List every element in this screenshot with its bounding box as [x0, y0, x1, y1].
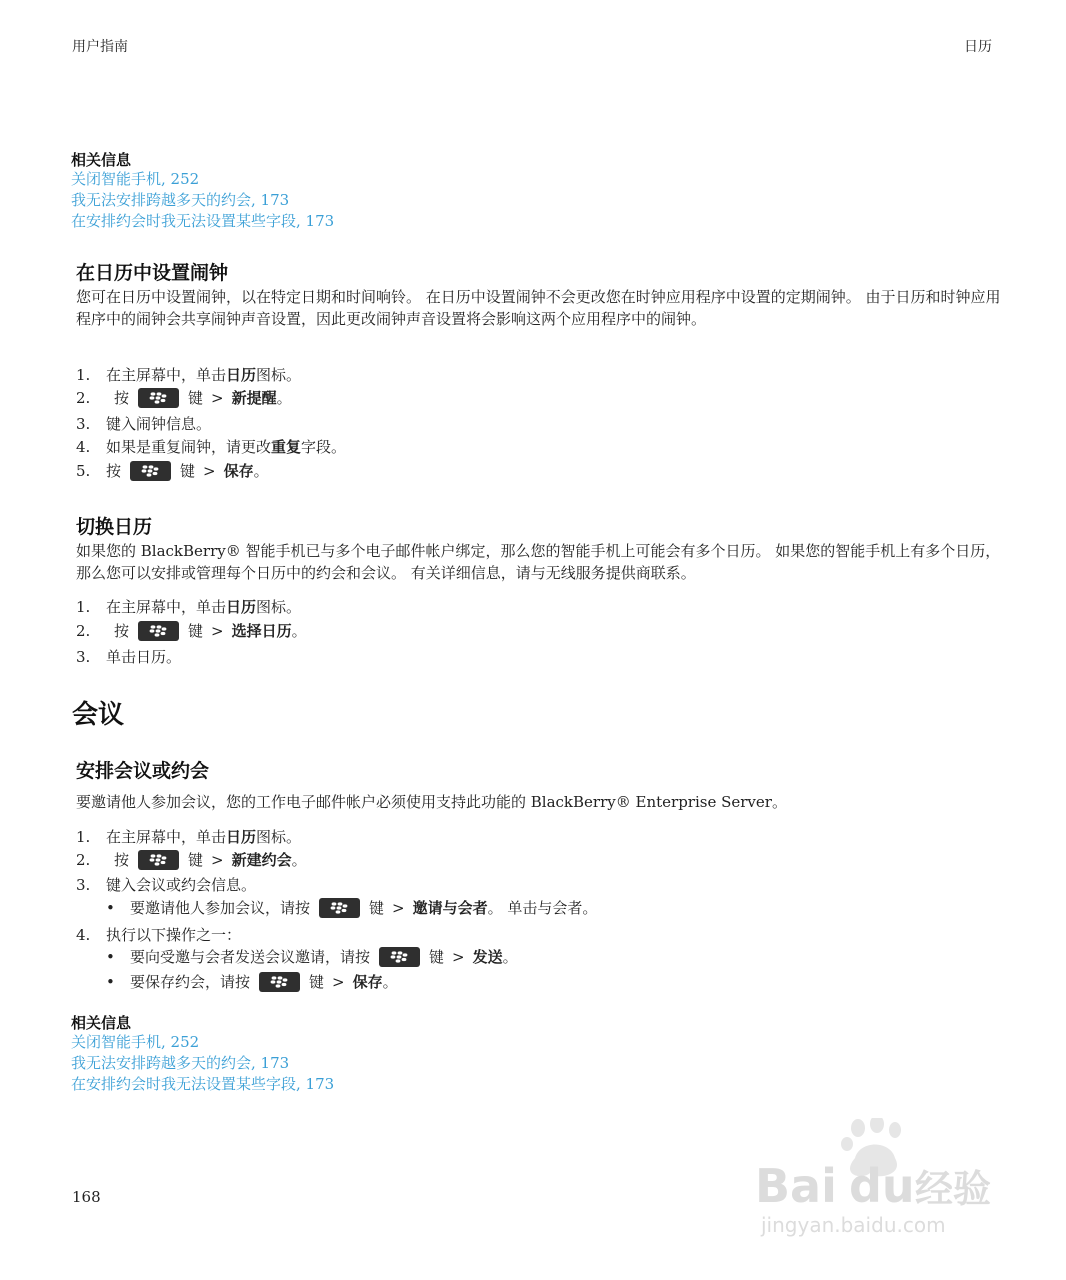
step-text: 。 单击与会者。 — [487, 899, 598, 917]
section-title-schedule-meeting: 安排会议或约会 — [76, 760, 210, 782]
step-item — [76, 849, 307, 871]
step-text: 键入闹钟信息。 — [106, 415, 212, 433]
menu-separator: > — [211, 389, 224, 407]
ui-term: 邀请与会者 — [412, 899, 488, 917]
watermark-brand-a: Bai — [755, 1159, 837, 1213]
step-number: 3. — [76, 648, 91, 666]
blackberry-menu-key-icon — [130, 461, 171, 481]
step-text: 在主屏幕中，单击 — [106, 598, 227, 616]
step-number: 2. — [76, 851, 91, 869]
baidu-watermark-logo — [755, 1118, 1005, 1238]
section-paragraph: 要邀请他人参加会议，您的工作电子邮件帐户必须使用支持此功能的 BlackBerry® Enterprise Server。 — [76, 793, 787, 811]
step-text: 键 — [180, 462, 196, 480]
ui-term: 重复 — [271, 438, 302, 456]
step-text: 键 — [369, 899, 385, 917]
related-link[interactable]: 在安排约会时我无法设置某些字段, 173 — [71, 212, 335, 230]
blackberry-menu-key-icon — [379, 947, 420, 967]
step-number: 1. — [76, 828, 91, 846]
step-text: 。 — [291, 851, 307, 869]
step-text: 图标。 — [256, 828, 302, 846]
step-number: 2. — [76, 622, 91, 640]
step-text: 。 — [276, 389, 292, 407]
bullet-marker: • — [106, 973, 115, 991]
substep-bullet-item — [106, 971, 398, 993]
related-links-list — [71, 1032, 334, 1095]
related-link[interactable]: 我无法安排跨越多天的约会, 173 — [71, 191, 290, 209]
blackberry-menu-key-icon — [138, 850, 179, 870]
step-item — [76, 413, 211, 435]
step-text: 。 — [502, 948, 518, 966]
step-text: 键 — [188, 389, 204, 407]
related-link[interactable]: 关闭智能手机, 252 — [71, 170, 200, 188]
step-text: 键入会议或约会信息。 — [106, 876, 257, 894]
substep-bullet-item — [106, 897, 597, 919]
step-text: 键 — [188, 622, 204, 640]
related-link[interactable]: 在安排约会时我无法设置某些字段, 173 — [71, 1075, 335, 1093]
step-number: 1. — [76, 366, 91, 384]
step-text: 按 — [114, 389, 130, 407]
ui-term: 选择日历 — [231, 622, 292, 640]
menu-separator: > — [211, 622, 224, 640]
ui-term: 新建约会 — [231, 851, 292, 869]
step-number: 3. — [76, 876, 91, 894]
step-item — [76, 364, 301, 386]
ui-term: 日历 — [226, 366, 257, 384]
related-links-list — [71, 169, 334, 232]
section-title-switch-calendar: 切换日历 — [76, 516, 153, 538]
step-item — [76, 460, 269, 482]
step-item — [76, 620, 307, 642]
step-text: 键 — [188, 851, 204, 869]
step-text: 键 — [429, 948, 445, 966]
related-link[interactable]: 我无法安排跨越多天的约会, 173 — [71, 1054, 290, 1072]
step-text: 在主屏幕中，单击 — [106, 828, 227, 846]
ui-term: 日历 — [226, 598, 257, 616]
blackberry-menu-key-icon — [259, 972, 300, 992]
step-item — [76, 646, 181, 668]
menu-separator: > — [392, 899, 405, 917]
ui-term: 保存 — [352, 973, 383, 991]
header-section-title: 日历 — [964, 39, 992, 55]
step-number: 2. — [76, 389, 91, 407]
header-guide-title: 用户指南 — [72, 39, 128, 55]
step-text: 单击日历。 — [106, 648, 182, 666]
step-text: 。 — [291, 622, 307, 640]
step-text: 键 — [309, 973, 325, 991]
blackberry-menu-key-icon — [138, 621, 179, 641]
page-number: 168 — [72, 1188, 101, 1206]
step-item — [76, 924, 241, 946]
step-text: 如果是重复闹钟，请更改 — [106, 438, 272, 456]
step-text: 要邀请他人参加会议，请按 — [130, 899, 311, 917]
step-item — [76, 436, 346, 458]
step-item — [76, 596, 301, 618]
step-text: 图标。 — [256, 366, 302, 384]
step-text: 按 — [106, 462, 122, 480]
step-item — [76, 387, 292, 409]
substep-bullet-item — [106, 946, 518, 968]
watermark-url: jingyan.baidu.com — [761, 1213, 946, 1237]
watermark-brand-cn: 经验 — [915, 1167, 992, 1211]
ui-term: 发送 — [472, 948, 503, 966]
step-text: 字段。 — [301, 438, 347, 456]
ui-term: 新提醒 — [231, 389, 277, 407]
blackberry-menu-key-icon — [138, 388, 179, 408]
step-number: 1. — [76, 598, 91, 616]
chapter-title-meetings: 会议 — [72, 700, 125, 730]
step-number: 4. — [76, 438, 91, 456]
step-number: 5. — [76, 462, 91, 480]
ui-term: 日历 — [226, 828, 257, 846]
section-paragraph: 如果您的 BlackBerry® 智能手机已与多个电子邮件帐户绑定，那么您的智能手机上可能会有多个日历。 如果您的智能手机上有多个日历，那么您可以安排或管理每个日历中的约会和会议。 有关详细信息，请与无线服务提供商联系。 — [76, 542, 1001, 582]
step-text: 要保存约会，请按 — [130, 973, 251, 991]
step-text: 执行以下操作之一： — [106, 926, 242, 944]
step-number: 3. — [76, 415, 91, 433]
step-text: 要向受邀与会者发送会议邀请，请按 — [130, 948, 371, 966]
watermark-brand-b: du — [849, 1159, 915, 1213]
step-text: 在主屏幕中，单击 — [106, 366, 227, 384]
related-info-heading: 相关信息 — [71, 151, 132, 169]
step-number: 4. — [76, 926, 91, 944]
related-link[interactable]: 关闭智能手机, 252 — [71, 1033, 200, 1051]
step-item — [76, 826, 301, 848]
step-text: 按 — [114, 622, 130, 640]
step-item — [76, 874, 256, 896]
section-title-alarm: 在日历中设置闹钟 — [76, 262, 229, 284]
menu-separator: > — [332, 973, 345, 991]
menu-separator: > — [452, 948, 465, 966]
menu-separator: > — [203, 462, 216, 480]
ui-term: 保存 — [223, 462, 254, 480]
step-text: 按 — [114, 851, 130, 869]
bullet-marker: • — [106, 899, 115, 917]
bullet-marker: • — [106, 948, 115, 966]
step-text: 图标。 — [256, 598, 302, 616]
step-text: 。 — [253, 462, 269, 480]
related-info-heading: 相关信息 — [71, 1014, 132, 1032]
menu-separator: > — [211, 851, 224, 869]
step-text: 。 — [382, 973, 398, 991]
section-paragraph: 您可在日历中设置闹钟，以在特定日期和时间响铃。 在日历中设置闹钟不会更改您在时钟应用程序中设置的定期闹钟。 由于日历和时钟应用程序中的闹钟会共享闹钟声音设置，因此更改闹钟声音设置将会影响这两个应用程序中的闹钟。 — [76, 288, 1001, 328]
blackberry-menu-key-icon — [319, 898, 360, 918]
